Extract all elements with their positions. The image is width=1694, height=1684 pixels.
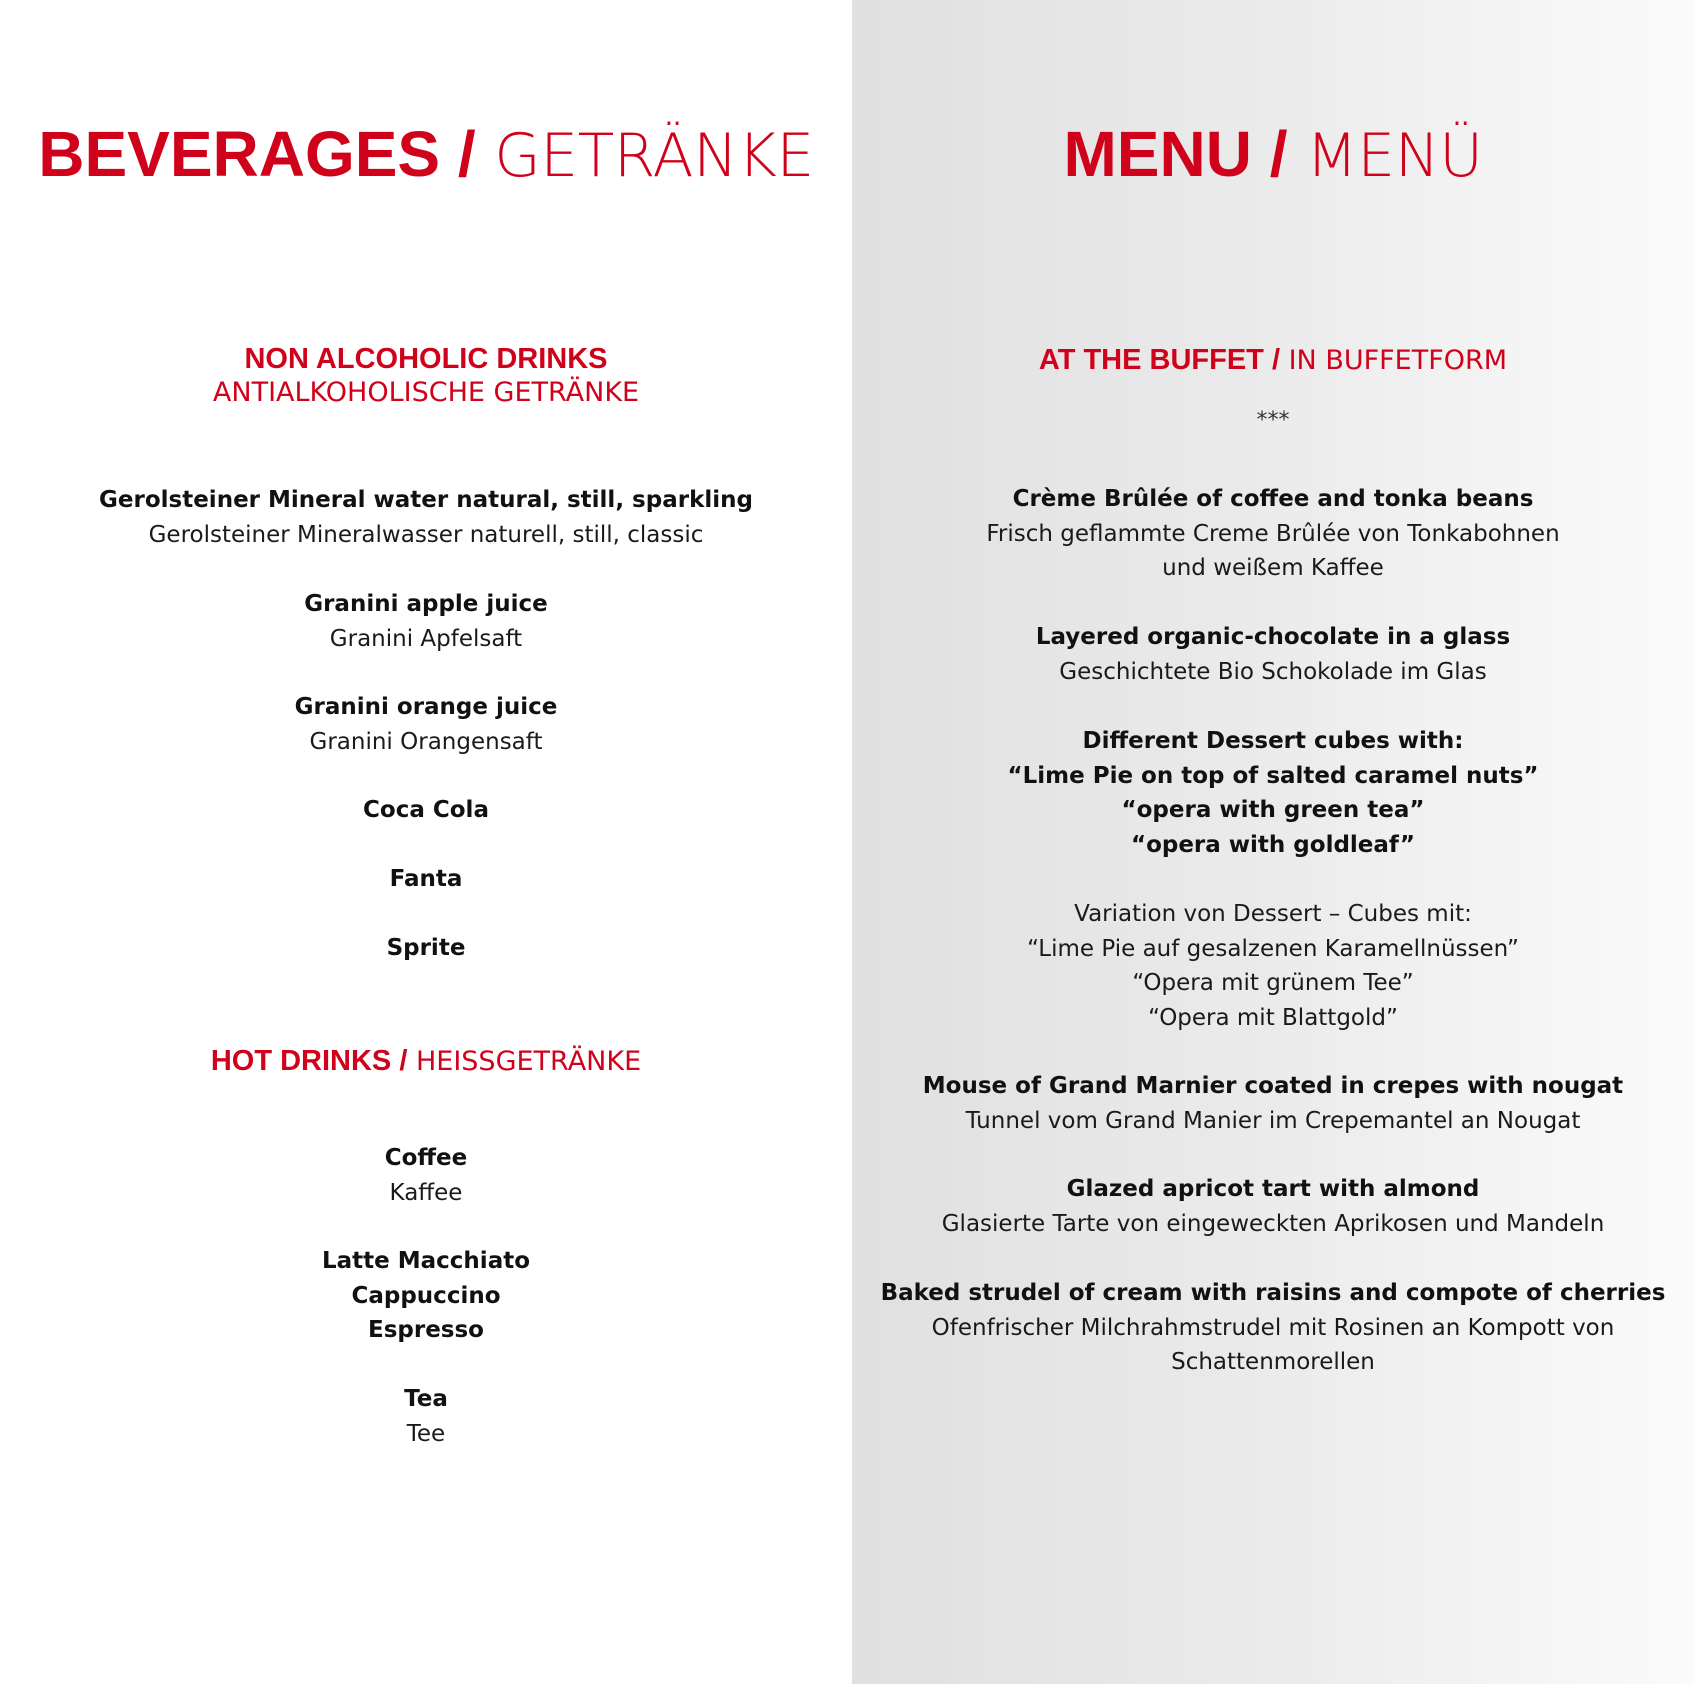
drink-name-en: Coca Cola xyxy=(363,797,489,823)
dessert-name-de: “Lime Pie auf gesalzenen Karamellnüssen” xyxy=(1027,935,1519,962)
dessert-name-de: Glasierte Tarte von eingeweckten Aprikosen und Mandeln xyxy=(941,1210,1605,1237)
dessert-name-de: Tunnel vom Grand Manier im Crepemantel an Nougat xyxy=(965,1107,1581,1134)
menu-title-de: MENÜ xyxy=(1287,121,1483,191)
dessert-item-de xyxy=(852,897,1694,1035)
drink-name-en: Coffee xyxy=(384,1145,468,1171)
dessert-name-de: “Opera mit Blattgold” xyxy=(1148,1004,1398,1031)
drink-item xyxy=(0,1141,852,1210)
dessert-name-en: Different Dessert cubes with: xyxy=(1082,728,1464,754)
dessert-name-en: Glazed apricot tart with almond xyxy=(1066,1176,1480,1202)
menu-title xyxy=(852,118,1694,191)
drink-item xyxy=(0,690,852,759)
dessert-name-en: “opera with goldleaf” xyxy=(1130,831,1416,858)
drink-name-en: Gerolsteiner Mineral water natural, still, sparkling xyxy=(99,487,753,513)
drink-item xyxy=(0,1382,852,1451)
separator-stars: *** xyxy=(1256,408,1290,433)
dessert-name-de: “Opera mit grünem Tee” xyxy=(1132,970,1414,997)
dessert-item xyxy=(852,1276,1694,1380)
buffet-heading xyxy=(852,342,1694,378)
drink-name-en: Cappuccino xyxy=(351,1282,501,1309)
beverages-title-de: GETRÄNKE xyxy=(475,121,814,191)
drink-item xyxy=(0,862,852,897)
drink-name-en: Fanta xyxy=(389,866,463,892)
dessert-name-de: Geschichtete Bio Schokolade im Glas xyxy=(1059,658,1487,685)
menu-panel xyxy=(852,0,1694,1684)
drink-name-de: Granini Apfelsaft xyxy=(329,625,523,652)
drink-name-en: Granini orange juice xyxy=(294,694,558,720)
drink-item xyxy=(0,483,852,552)
hot-drinks-heading xyxy=(0,1043,852,1079)
drink-name-de: Tee xyxy=(406,1420,446,1447)
dessert-name-en: Crème Brûlée of coffee and tonka beans xyxy=(1012,486,1534,512)
dessert-item xyxy=(852,1069,1694,1138)
buffet-heading-en: AT THE BUFFET / xyxy=(1038,344,1281,376)
dessert-item xyxy=(852,1172,1694,1241)
non-alcoholic-heading-en: NON ALCOHOLIC DRINKS xyxy=(244,343,608,375)
drink-name-en: Latte Macchiato xyxy=(321,1248,531,1274)
dessert-item xyxy=(852,620,1694,689)
dessert-item xyxy=(852,724,1694,862)
buffet-heading-de: IN BUFFETFORM xyxy=(1280,345,1508,376)
drink-item xyxy=(0,587,852,656)
dessert-name-en: Layered organic-chocolate in a glass xyxy=(1035,624,1511,650)
drink-name-en: Granini apple juice xyxy=(304,591,548,617)
beverages-title xyxy=(0,118,852,191)
dessert-name-de: Frisch geflammte Creme Brûlée von Tonkabohnen xyxy=(986,520,1560,547)
non-alcoholic-heading xyxy=(0,342,852,410)
drink-name-de: Granini Orangensaft xyxy=(309,728,543,755)
drink-item xyxy=(0,793,852,828)
hot-drinks-heading-en: HOT DRINKS / xyxy=(210,1045,408,1077)
dessert-name-de: Ofenfrischer Milchrahmstrudel mit Rosinen an Kompott von xyxy=(931,1314,1615,1341)
dessert-name-en: “opera with green tea” xyxy=(1121,797,1425,824)
dessert-name-de: und weißem Kaffee xyxy=(1162,555,1384,582)
dessert-item xyxy=(852,482,1694,586)
dessert-name-en: Mouse of Grand Marnier coated in crepes with nougat xyxy=(922,1073,1624,1099)
drink-name-de: Gerolsteiner Mineralwasser naturell, still, classic xyxy=(148,521,704,548)
dessert-name-en: “Lime Pie on top of salted caramel nuts” xyxy=(1007,762,1539,789)
drink-name-en: Espresso xyxy=(368,1317,484,1344)
non-alcoholic-heading-de: ANTIALKOHOLISCHE GETRÄNKE xyxy=(212,377,640,408)
dessert-name-de: Schattenmorellen xyxy=(1171,1349,1375,1376)
hot-drinks-heading-de: HEISSGETRÄNKE xyxy=(407,1046,642,1077)
menu-title-en: MENU / xyxy=(1063,118,1288,190)
drink-name-de: Kaffee xyxy=(389,1179,463,1206)
drink-item xyxy=(0,1244,852,1348)
drink-item xyxy=(0,931,852,966)
beverages-title-en: BEVERAGES / xyxy=(38,118,476,190)
drink-name-en: Tea xyxy=(404,1386,448,1412)
dessert-name-de: Variation von Dessert – Cubes mit: xyxy=(1074,901,1472,927)
dessert-name-en: Baked strudel of cream with raisins and compote of cherries xyxy=(880,1280,1666,1306)
drink-name-en: Sprite xyxy=(386,935,466,961)
